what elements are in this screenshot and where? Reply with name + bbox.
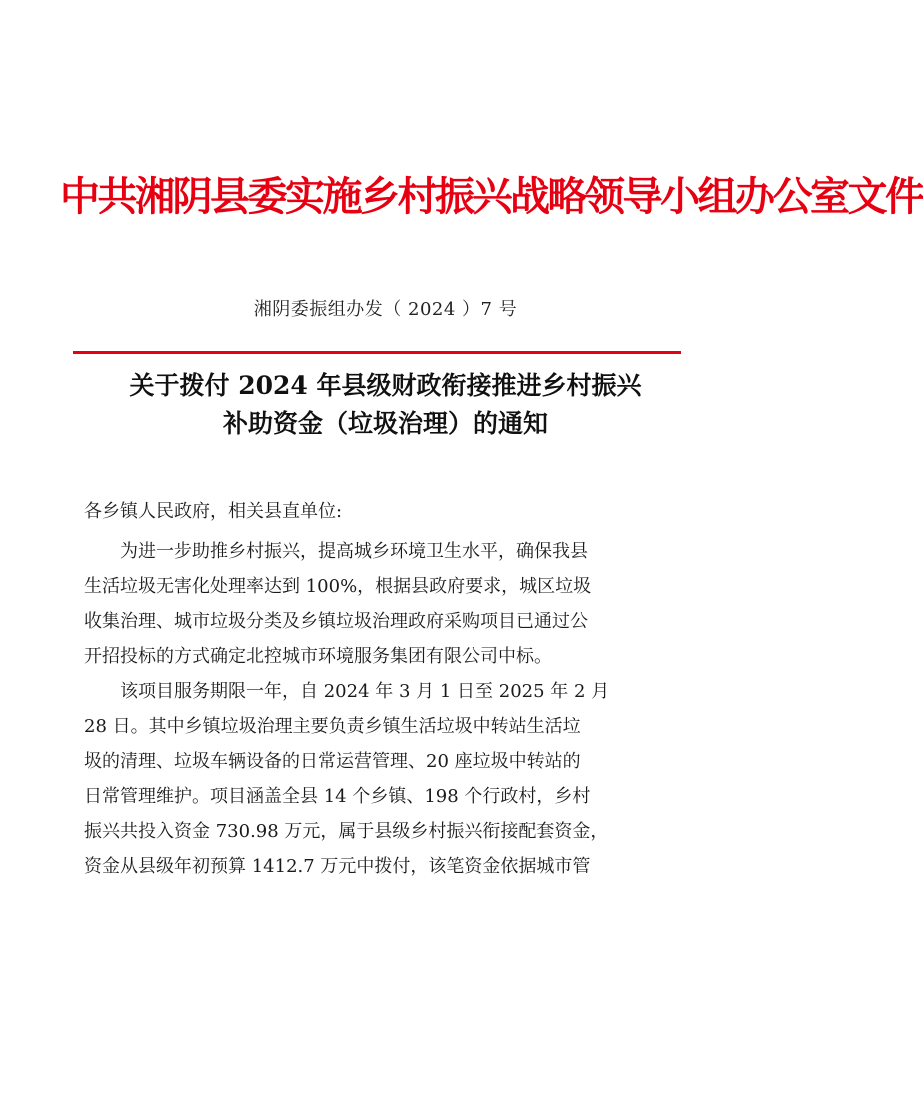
salutation: 各乡镇人民政府，相关县直单位: (84, 501, 343, 522)
body-line: 生活垃圾无害化处理率达到 100%，根据县政府要求，城区垃圾 (84, 576, 592, 597)
heading-line-2: 补助资金（垃圾治理）的通知 (222, 409, 548, 438)
body-line: 收集治理、城市垃圾分类及乡镇垃圾治理政府采购项目已通过公 (84, 611, 588, 632)
body-line: 圾的清理、垃圾车辆设备的日常运营管理、20 座垃圾中转站的 (84, 751, 581, 772)
body-line: 为进一步助推乡村振兴，提高城乡环境卫生水平，确保我县 (120, 541, 588, 562)
body-line: 该项目服务期限一年，自 2024 年 3 月 1 日至 2025 年 2 月 (120, 681, 610, 702)
red-divider (73, 351, 681, 354)
notice-heading (70, 367, 701, 443)
issuer-title: 中共湘阴县委实施乡村振兴战略领导小组办公室文件 (60, 173, 923, 220)
body-line: 开招投标的方式确定北控城市环境服务集团有限公司中标。 (84, 646, 552, 667)
document-number: 湘阴委振组办发（ 2024 ）7 号 (253, 299, 518, 320)
body-line: 振兴共投入资金 730.98 万元，属于县级乡村振兴衔接配套资金， (84, 821, 609, 842)
body-text (84, 490, 684, 884)
body-line: 28 日。其中乡镇垃圾治理主要负责乡镇生活垃圾中转站生活垃 (84, 716, 581, 737)
body-line: 日常管理维护。项目涵盖全县 14 个乡镇、198 个行政村，乡村 (84, 786, 591, 807)
heading-line-1: 关于拨付 2024 年县级财政衔接推进乡村振兴 (129, 371, 642, 400)
body-line: 资金从县级年初预算 1412.7 万元中拨付，该笔资金依据城市管 (84, 856, 591, 877)
